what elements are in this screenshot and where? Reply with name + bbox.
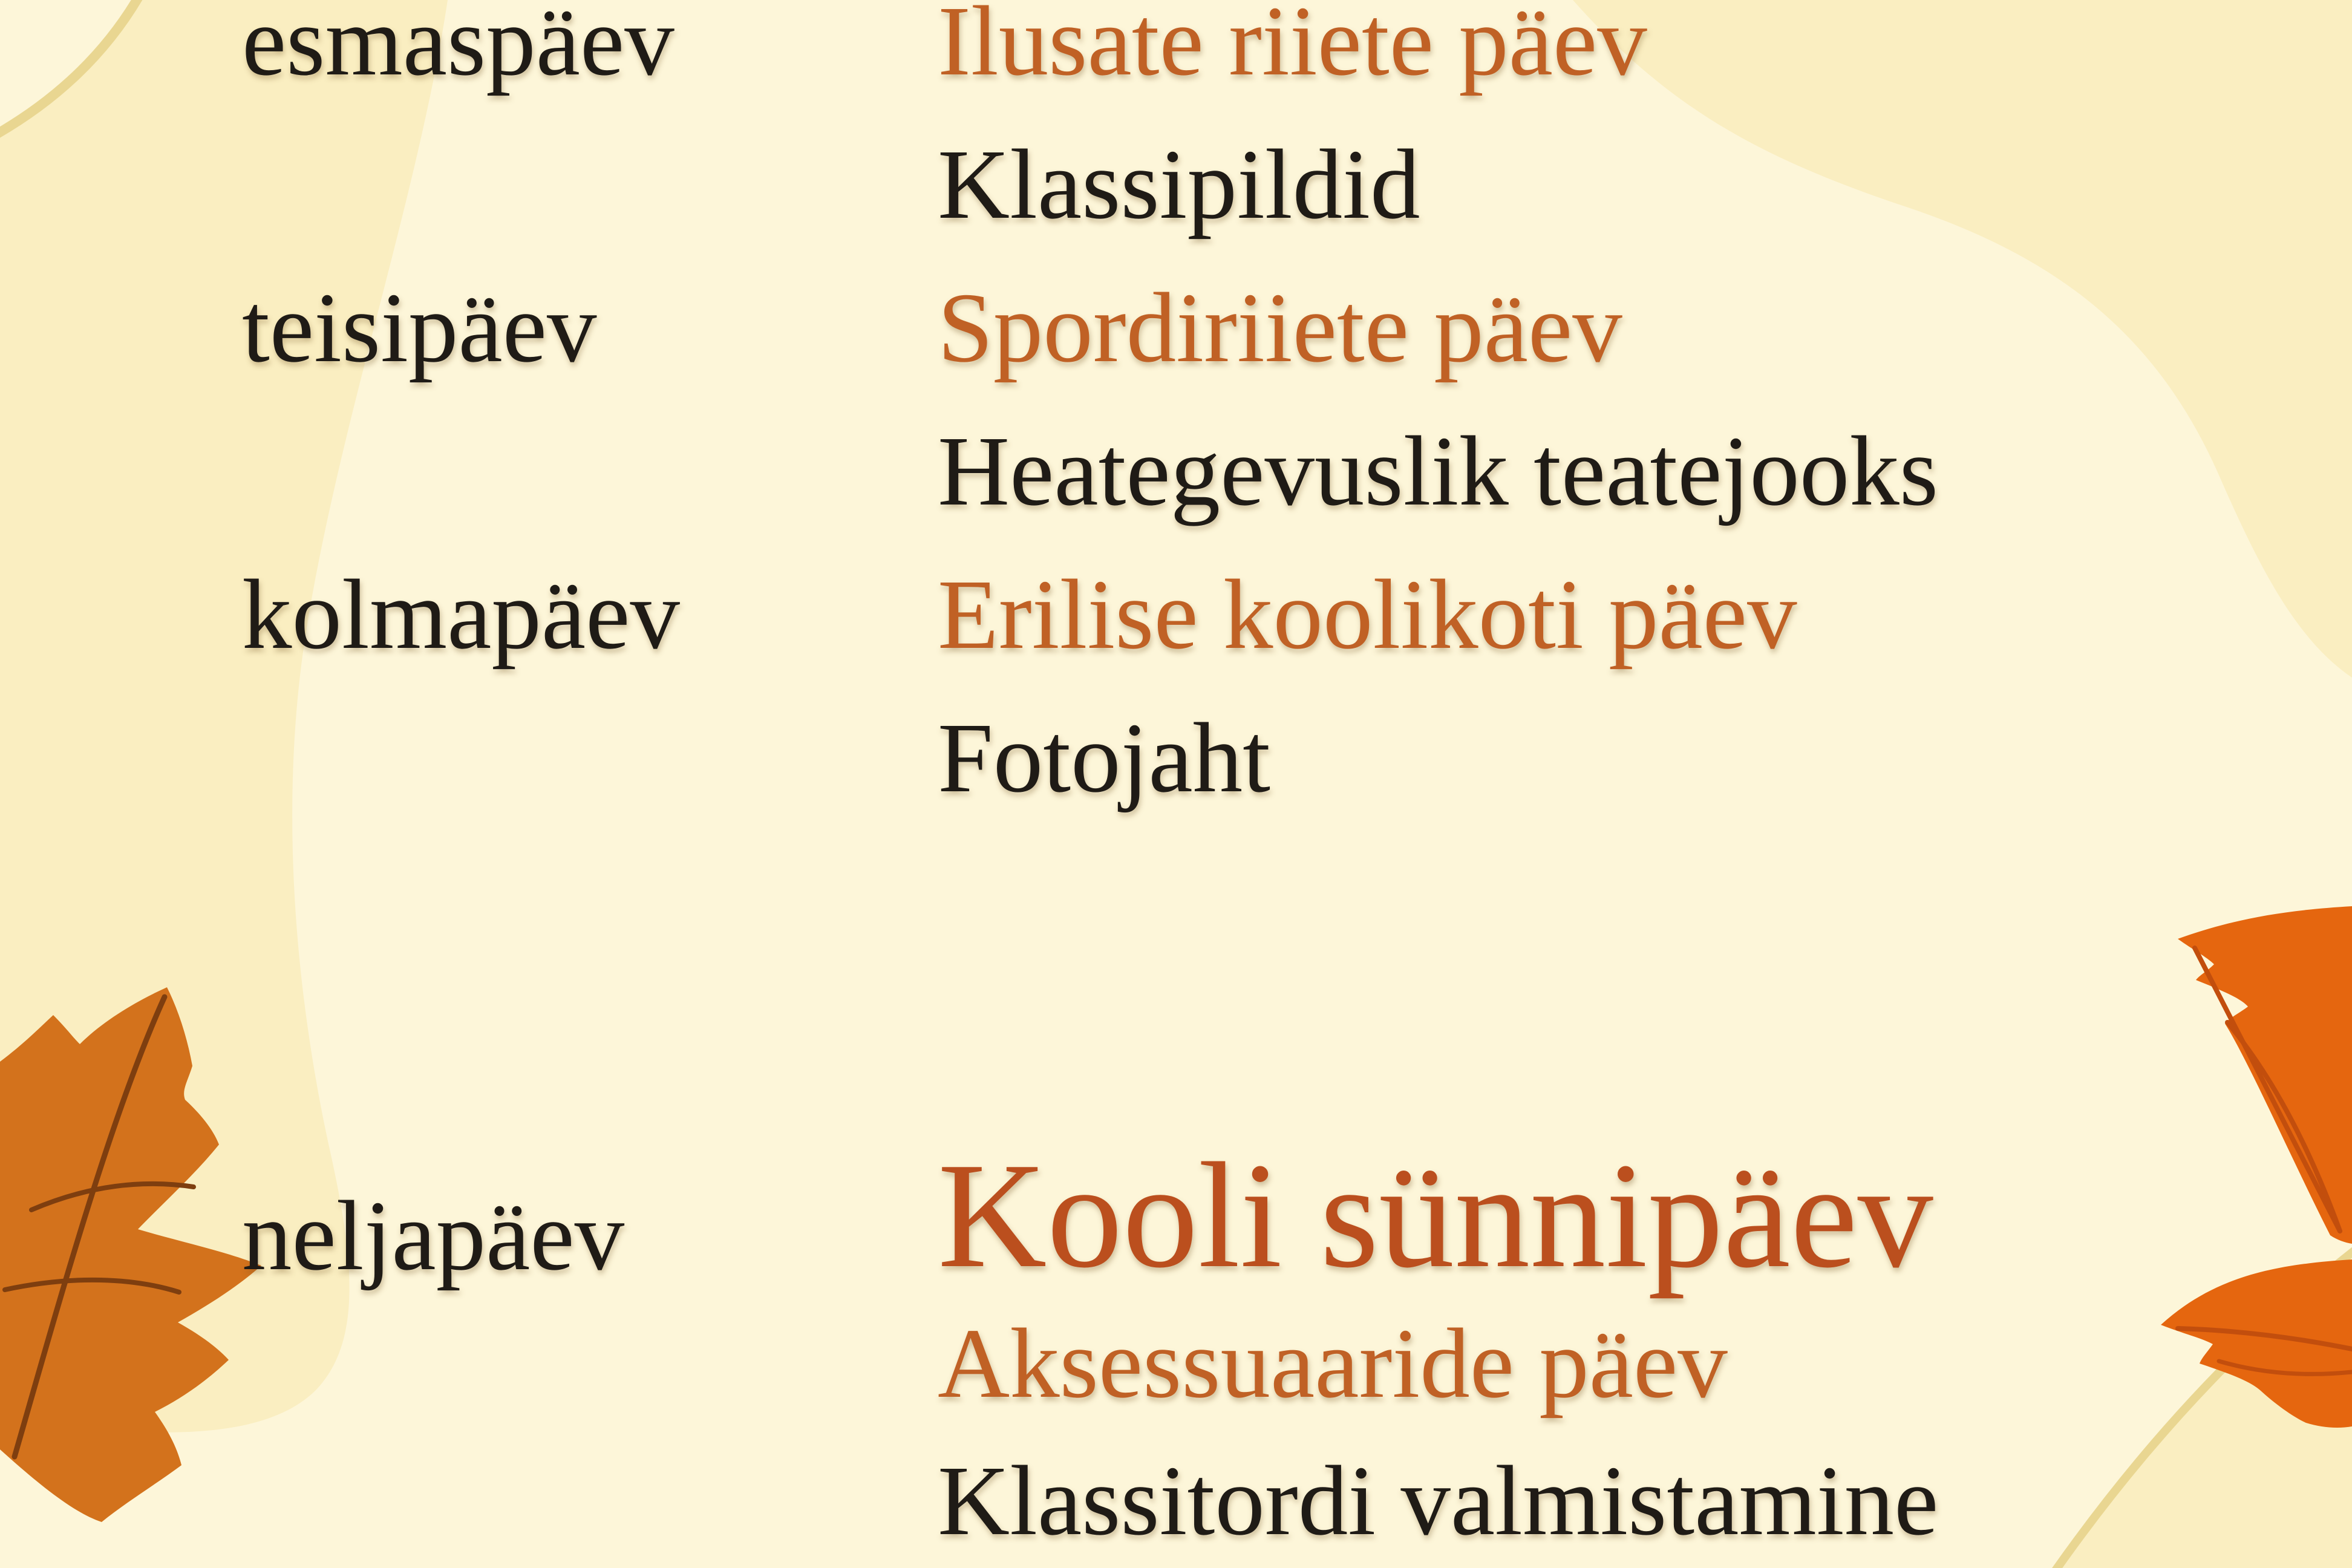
day-label-kolmapaev: kolmapäev [242,559,680,670]
event-heategevuslik-teatejooks: Heategevuslik teatejooks [938,416,1939,526]
event-spordiriiete-paev: Spordiriiete päev [938,272,1622,383]
event-erilise-koolikoti-paev: Erilise koolikoti päev [938,559,1797,670]
event-klassipildid: Klassipildid [938,129,1420,240]
day-label-esmaspaev: esmaspäev [242,0,675,96]
event-ilusate-riiete-paev: Ilusate riiete päev [938,0,1647,96]
event-klassitordi-valmistamine: Klassitordi valmistamine [938,1445,1939,1556]
event-kooli-sunnipaev: Kooli sünnipäev [938,1132,1933,1299]
autumn-leaf-right-icon [2161,906,2352,1428]
day-label-teisipaev: teisipäev [242,272,597,383]
event-fotojaht: Fotojaht [938,702,1271,813]
day-label-neljapaev: neljapäev [242,1180,625,1291]
event-aksessuaaride-paev: Aksessuaaride päev [938,1308,1728,1419]
